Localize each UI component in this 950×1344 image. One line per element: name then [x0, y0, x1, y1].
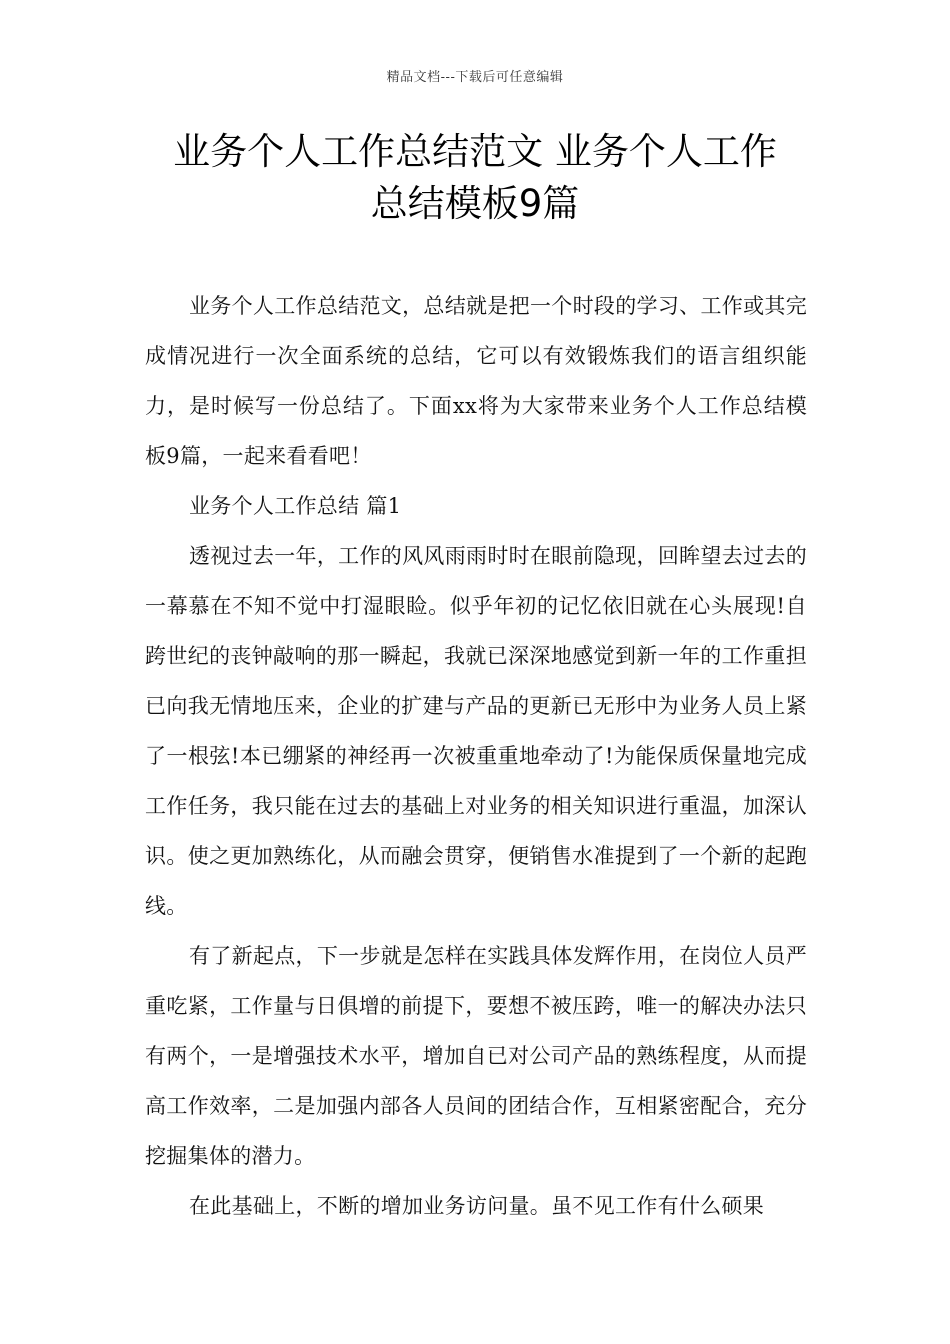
title-line-1: 业务个人工作总结范文 业务个人工作 — [173, 130, 777, 173]
page-header-note: 精品文档---下载后可任意编辑 — [386, 70, 564, 85]
intro-paragraph: 业务个人工作总结范文，总结就是把一个时段的学习、工作或其完成情况进行一次全面系统的总结，它可以有效锻炼我们的语言组织能力，是时候写一份总结了。下面xx将为大家带来业务个人工作总结模板9篇，一起来看看吧！ — [145, 294, 807, 468]
body-paragraph: 有了新起点，下一步就是怎样在实践具体发辉作用，在岗位人员严重吃紧，工作量与日俱增的前提下，要想不被压跨，唯一的解决办法只有两个，一是增强技术水平，增加自已对公司产品的熟练程度，从而提高工作效率，二是加强内部各人员间的团结合作，互相紧密配合，充分挖掘集体的潜力。 — [145, 944, 807, 1168]
section-heading: 业务个人工作总结 篇1 — [189, 494, 402, 518]
title-line-2: 总结模板9篇 — [370, 182, 580, 225]
document-title — [100, 126, 850, 230]
body-paragraph: 透视过去一年，工作的风风雨雨时时在眼前隐现，回眸望去过去的一幕慕在不知不觉中打湿眼睑。似乎年初的记忆依旧就在心头展现!自跨世纪的丧钟敲响的那一瞬起，我就已深深地感觉到新一年的工作重担已向我无情地压来，企业的扩建与产品的更新已无形中为业务人员上紧了一根弦!本已绷紧的神经再一次被重重地牵动了!为能保质保量地完成工作任务，我只能在过去的基础上对业务的相关知识进行重温，加深认识。使之更加熟练化，从而融会贯穿，便销售水准提到了一个新的起跑线。 — [145, 544, 807, 918]
document-body — [145, 281, 807, 1231]
body-paragraph: 在此基础上，不断的增加业务访问量。虽不见工作有什么硕果 — [189, 1194, 765, 1218]
